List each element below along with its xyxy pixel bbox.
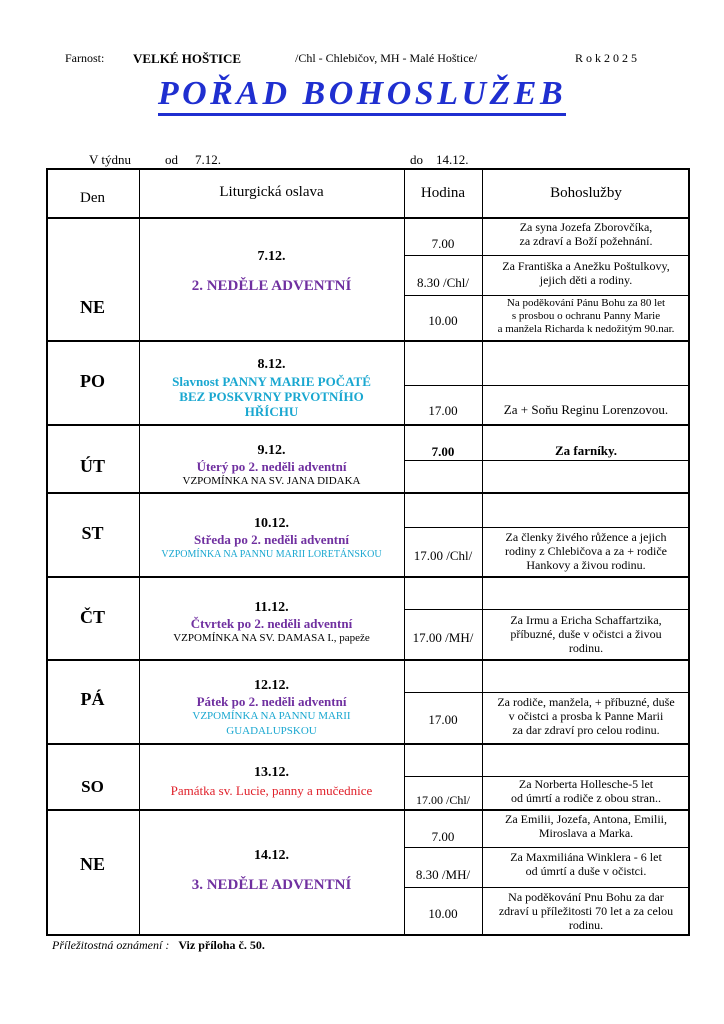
mass-intention: Za Irmu a Ericha Schaffartzika, příbuzné, duše v očistci a živou rodinu. [510, 613, 662, 655]
liturgy-date: 8.12. [257, 357, 286, 372]
liturgy-cell [139, 847, 404, 894]
liturgy-title: HŘÍCHU [244, 404, 299, 419]
parish-name: VELKÉ HOŠTICE [133, 51, 242, 66]
subparishes: /Chl - Chlebičov, MH - Malé Hoštice/ [295, 51, 478, 65]
mass-time: 8.30 /MH/ [415, 867, 471, 882]
day-label: NE [79, 297, 105, 317]
announcement-note [52, 938, 265, 953]
liturgy-date: 7.12. [257, 249, 286, 264]
liturgy-title: Středa po 2. neděli adventní [194, 532, 349, 547]
mass-intention: Za Emilii, Jozefa, Antona, Emilii, Miroslava a Marka. [505, 812, 667, 840]
week-to: 14.12. [436, 152, 469, 167]
liturgy-title: Úterý po 2. neděli adventní [196, 459, 347, 474]
liturgy-cell [139, 515, 404, 563]
liturgy-memorial: VZPOMÍNKA NA PANNU MARII LORETÁNSKOU [161, 549, 382, 560]
mass-intention: Za členky živého růžence a jejich rodiny z Chlebičova a za + rodiče Hankovy a živou rodinu. [504, 530, 668, 572]
announcement-label: Příležitostná oznámení : [52, 938, 170, 952]
mass-intention: Za rodiče, manžela, + příbuzné, duše v očistci a prosba k Panne Marii za dar zdraví pro celou rodinu. [497, 695, 675, 737]
liturgy-date: 10.12. [254, 516, 289, 531]
week-from: 7.12. [195, 152, 221, 167]
mass-intention: Za Františka a Anežku Poštulkovy, jejich děti a rodiny. [502, 259, 670, 287]
liturgy-title: Čtvrtek po 2. neděli adventní [190, 616, 353, 631]
mass-time: 10.00 [428, 313, 458, 328]
liturgy-cell [139, 677, 404, 739]
day-label: ÚT [79, 456, 105, 476]
liturgy-date: 13.12. [254, 765, 289, 780]
day-label: NE [79, 854, 105, 874]
liturgy-cell [139, 764, 404, 798]
mass-time: 8.30 /Chl/ [416, 275, 469, 290]
mass-time: 7.00 [431, 236, 455, 251]
mass-time: 17.00 [428, 712, 458, 727]
liturgy-memorial: GUADALUPSKOU [226, 725, 317, 737]
mass-intention: Za farníky. [554, 443, 618, 458]
announcement-value: Viz příloha č. 50. [178, 938, 265, 952]
liturgy-date: 14.12. [254, 848, 289, 863]
week-label: V týdnu [89, 152, 132, 167]
mass-intention: Za Norberta Hollesche-5 let od úmrtí a rodiče z obou stran.. [511, 777, 661, 805]
liturgy-memorial: VZPOMÍNKA NA SV. DAMASA I., papeže [173, 632, 370, 644]
schedule-table [46, 168, 690, 936]
liturgy-cell [139, 442, 404, 489]
col-hour: Hodina [420, 185, 466, 201]
week-from-label: od [165, 152, 178, 167]
liturgy-memorial: VZPOMÍNKA NA PANNU MARII [192, 710, 351, 722]
page-title: POŘAD BOHOSLUŽEB [0, 76, 724, 112]
year: R o k 2 0 2 5 [575, 51, 638, 65]
mass-time: 7.00 [431, 444, 455, 459]
liturgy-cell [139, 356, 404, 419]
day-label: ČT [79, 607, 105, 627]
col-day: Den [80, 190, 105, 206]
mass-intention: Za Maxmiliána Winklera - 6 let od úmrtí a duše v očistci. [510, 850, 662, 878]
day-label: PÁ [80, 689, 105, 709]
liturgy-memorial: VZPOMÍNKA NA SV. JANA DIDAKA [182, 475, 361, 487]
mass-intention: Na poděkování Pánu Bohu za 80 let s prosbou o ochranu Panny Marie a manžela Richarda k nedožitým 90.nar. [497, 297, 675, 335]
mass-intention: Za syna Jozefa Zborovčíka, za zdraví a Boží požehnání. [519, 220, 653, 248]
mass-intention: Na poděkování Pnu Bohu za dar zdraví u příležitosti 70 let a za celou rodinu. [498, 890, 674, 932]
liturgy-title: 3. NEDĚLE ADVENTNÍ [191, 877, 352, 893]
mass-intention: Za + Soňu Reginu Lorenzovou. [503, 402, 669, 417]
mass-time: 17.00 /MH/ [412, 630, 474, 645]
liturgy-cell [139, 599, 404, 646]
liturgy-title: BEZ POSKVRNY PRVOTNÍHO [179, 389, 364, 404]
mass-time: 10.00 [428, 906, 458, 921]
liturgy-date: 12.12. [254, 678, 289, 693]
mass-time: 17.00 /Chl/ [415, 793, 470, 807]
day-label: SO [81, 777, 104, 796]
mass-time: 17.00 [428, 403, 458, 418]
mass-time: 17.00 /Chl/ [413, 548, 473, 563]
mass-time: 7.00 [431, 829, 455, 844]
liturgy-title: Slavnost PANNY MARIE POČATÉ [172, 374, 371, 389]
col-services: Bohoslužby [550, 185, 622, 201]
liturgy-title: Památka sv. Lucie, panny a mučednice [170, 783, 373, 798]
liturgy-date: 9.12. [257, 443, 286, 458]
day-label: ST [81, 523, 104, 543]
liturgy-cell [139, 248, 404, 295]
farnost-label: Farnost: [65, 51, 105, 65]
day-label: PO [80, 371, 105, 391]
liturgy-title: 2. NEDĚLE ADVENTNÍ [191, 278, 352, 294]
week-to-label: do [410, 152, 423, 167]
liturgy-date: 11.12. [254, 600, 289, 615]
col-liturgy: Liturgická oslava [219, 184, 324, 200]
liturgy-title: Pátek po 2. neděli adventní [196, 694, 347, 709]
